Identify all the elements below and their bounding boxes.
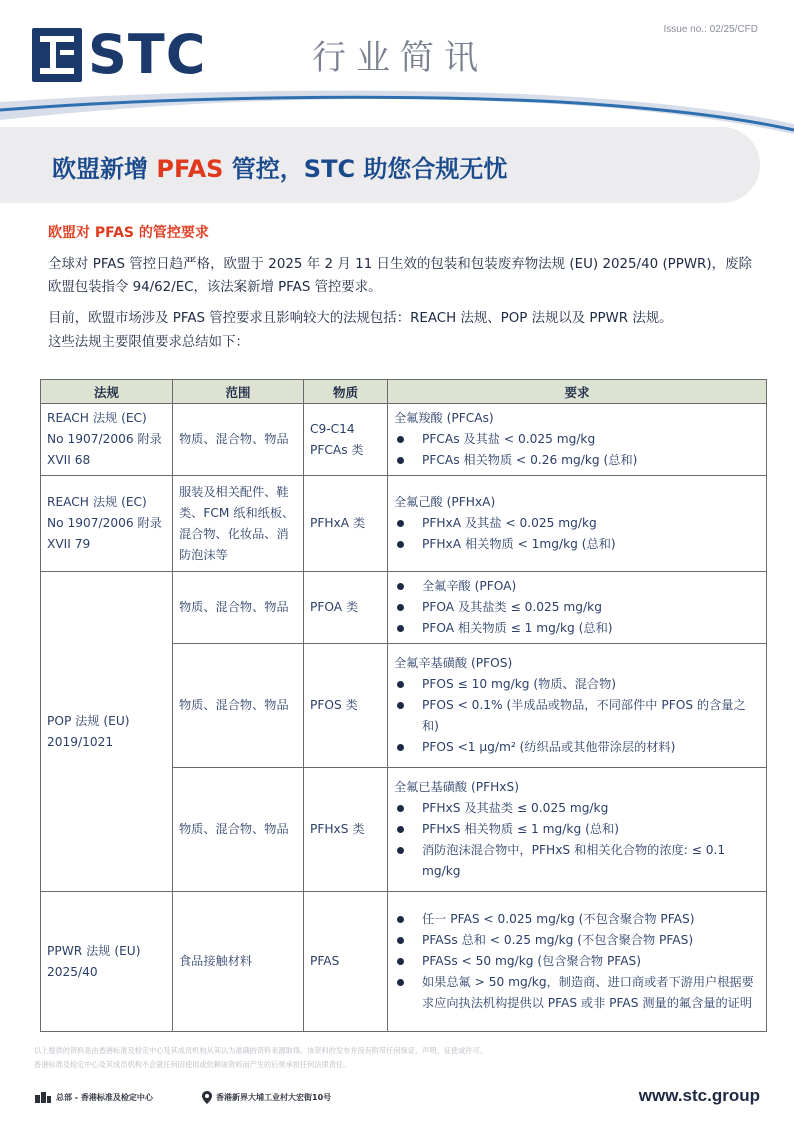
requirement-item: PFOS ≤ 10 mg/kg (物质、混合物) [394,674,760,695]
location-pin-icon [202,1091,212,1104]
cell-requirement [388,768,767,892]
cell-regulation: REACH 法规 (EC) No 1907/2006 附录 XVII 68 [41,404,173,476]
requirement-item: PFOS < 0.1% (半成品或物品，不同部件中 PFOS 的含量之和) [394,695,760,737]
issue-number: Issue no.: 02/25/CFD [663,24,758,35]
cell-substance: C9-C14 PFCAs 类 [304,404,388,476]
footer-address [202,1091,331,1104]
website-link[interactable]: www.stc.group [638,1086,760,1105]
table-header-row [41,380,767,404]
requirement-title: 全氟辛基磺酸 (PFOS) [394,656,513,670]
requirement-title: 全氟已基磺酸 (PFHxS) [394,780,519,794]
cell-regulation: PPWR 法规 (EU) 2025/40 [41,892,173,1032]
requirement-item: PFOA 及其盐类 ≤ 0.025 mg/kg [394,597,760,618]
cell-requirement [388,644,767,768]
requirement-item: PFOA 相关物质 ≤ 1 mg/kg (总和) [394,618,760,639]
footer-address-text: 香港新界大埔工业村大宏街10号 [216,1093,332,1102]
requirement-item: PFHxS 相关物质 ≤ 1 mg/kg (总和) [394,819,760,840]
cell-substance: PFOS 类 [304,644,388,768]
requirement-title: 全氟己酸 (PFHxA) [394,495,496,509]
cell-substance: PFHxS 类 [304,768,388,892]
requirement-item: PFASs 总和 < 0.25 mg/kg (不包含聚合物 PFAS) [394,930,760,951]
column-header-substance: 物质 [304,380,388,404]
stc-logo [32,23,207,86]
cell-scope: 食品接触材料 [173,892,304,1032]
cell-substance: PFAS [304,892,388,1032]
table-row [41,404,767,476]
cell-requirement [388,892,767,1032]
cell-substance: PFHxA 类 [304,476,388,572]
column-header-requirement: 要求 [388,380,767,404]
cell-scope: 物质、混合物、物品 [173,768,304,892]
requirement-item: PFCAs 及其盐 < 0.025 mg/kg [394,429,760,450]
paragraph-summary: 这些法规主要限值要求总结如下： [48,335,249,350]
cell-scope: 服装及相关配件、鞋类、FCM 纸和纸板、混合物、化妆品、消防泡沫等 [173,476,304,572]
column-header-regulation: 法规 [41,380,173,404]
requirement-item: PFHxS 及其盐类 ≤ 0.025 mg/kg [394,798,760,819]
stc-logo-icon [32,28,82,82]
disclaimer [34,1044,764,1072]
disclaimer-line: 以上提供的资料是由香港标准及检定中心及其成员机构从其认为准确的资料来源取得。该资料的发布并没有附带任何保证、声明、征使或许可。 [34,1046,487,1055]
requirement-item: PFHxA 及其盐 < 0.025 mg/kg [394,513,760,534]
page-header [0,0,794,130]
cell-requirement [388,572,767,644]
cell-requirement [388,476,767,572]
requirement-item: 任一 PFAS < 0.025 mg/kg (不包含聚合物 PFAS) [394,909,760,930]
page-footer [34,1088,762,1108]
requirements-table [40,379,767,1032]
column-header-scope: 范围 [173,380,304,404]
building-icon [34,1091,52,1103]
requirement-title: 全氟羧酸 (PFCAs) [394,411,494,425]
paragraph-regulations: 目前，欧盟市场涉及 PFAS 管控要求且影响较大的法规包括：REACH 法规、POP 法规以及 PPWR 法规。 [48,311,673,326]
page-title-highlight: PFAS [156,155,224,183]
cell-scope: 物质、混合物、物品 [173,404,304,476]
requirement-item: PFCAs 相关物质 < 0.26 mg/kg (总和) [394,450,760,471]
table-row [41,892,767,1032]
requirement-item: PFOS <1 μg/m² (纺织品或其他带涂层的材料) [394,737,760,758]
cell-requirement [388,404,767,476]
requirement-item: 消防泡沫混合物中，PFHxS 和相关化合物的浓度: ≤ 0.1 mg/kg [394,840,760,882]
cell-substance: PFOA 类 [304,572,388,644]
disclaimer-line: 香港标准及检定中心及其成员机构不会就任何因使用或依赖该资料而产生的后果承担任何法律责任。 [34,1060,351,1069]
newsletter-title: 行业简讯 [312,38,488,78]
table-row [41,476,767,572]
table-row [41,572,767,644]
page-title: 欧盟新增 PFAS 管控，STC 助您合规无忧 [52,155,508,183]
requirement-item: PFHxA 相关物质 < 1mg/kg (总和) [394,534,760,555]
cell-scope: 物质、混合物、物品 [173,644,304,768]
paragraph-intro: 全球对 PFAS 管控日趋严格，欧盟于 2025 年 2 月 11 日生效的包装和包装废弃物法规 (EU) 2025/40 (PPWR)，废除欧盟包装指令 94/62/EC，该法案新增 PFAS 管控要求。 [48,257,752,295]
title-banner [0,127,760,203]
footer-hq-text: 总部 - 香港标准及检定中心 [56,1092,153,1102]
cell-regulation: POP 法规 (EU) 2019/1021 [41,572,173,892]
footer-headquarters [34,1091,153,1103]
section-heading: 欧盟对 PFAS 的管控要求 [48,225,209,241]
requirement-item: PFASs < 50 mg/kg (包含聚合物 PFAS) [394,951,760,972]
logo-text: STC [88,23,207,86]
cell-regulation: REACH 法规 (EC) No 1907/2006 附录 XVII 79 [41,476,173,572]
requirement-item: 全氟辛酸 (PFOA) [394,576,760,597]
cell-scope: 物质、混合物、物品 [173,572,304,644]
requirement-item: 如果总氟 > 50 mg/kg，制造商、进口商或者下游用户根据要求应向执法机构提供以 PFAS 或非 PFAS 测量的氟含量的证明 [394,972,760,1014]
